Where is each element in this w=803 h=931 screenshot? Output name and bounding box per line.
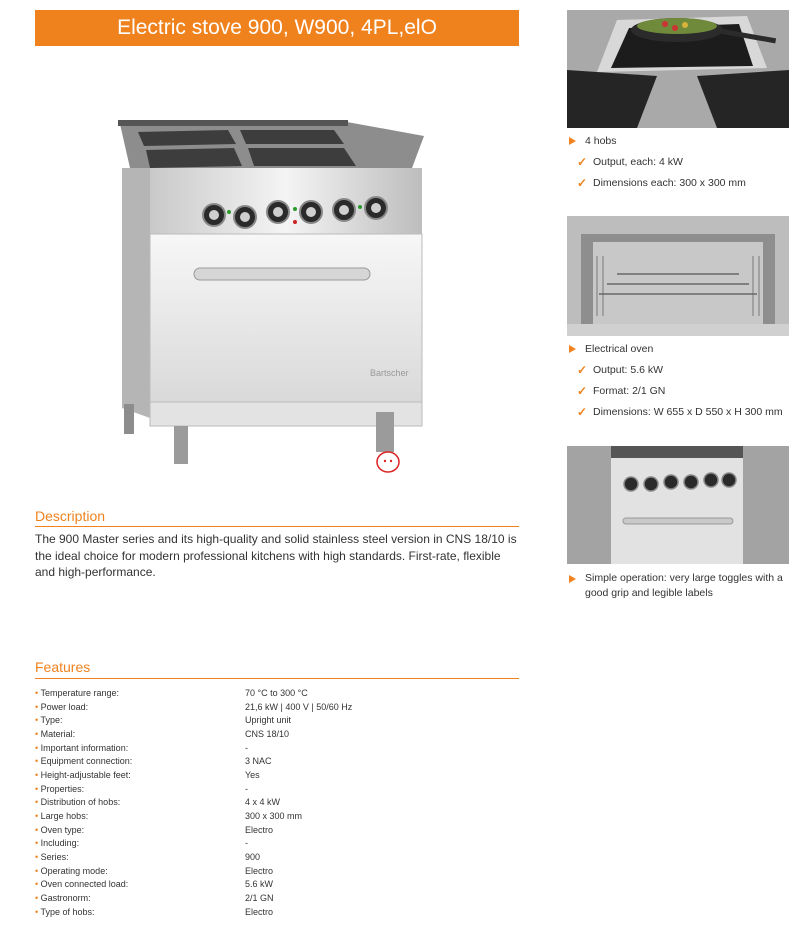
feature-value: 4 x 4 kW: [245, 797, 281, 808]
feature-label: • Type of hobs:: [35, 906, 245, 920]
feature-value: Upright unit: [245, 715, 292, 726]
feature-value: -: [245, 838, 248, 849]
feature-value: 300 x 300 mm: [245, 810, 303, 821]
feature-value: Electro: [245, 865, 274, 876]
feature-row: [35, 824, 435, 838]
features-divider: [35, 678, 519, 679]
feature-value: 21,6 kW | 400 V | 50/60 Hz: [245, 701, 353, 712]
hobs-photo: [567, 10, 789, 128]
feature-row: [35, 755, 435, 769]
feature-label: • Temperature range:: [35, 687, 245, 701]
oven-item: ✓ Output: 5.6 kW: [567, 360, 789, 381]
feature-label: • Type:: [35, 714, 245, 728]
hobs-item: ✓ Output, each: 4 kW: [567, 152, 789, 173]
brand-logo-text: Bartscher: [370, 368, 409, 378]
feature-row: [35, 865, 435, 879]
operation-heading: Simple operation: very large toggles with a good grip and legible labels: [567, 568, 789, 601]
feature-label: • Properties:: [35, 783, 245, 797]
feature-value: 5.6 kW: [245, 879, 274, 890]
feature-row: [35, 783, 435, 797]
oven-item: ✓ Format: 2/1 GN: [567, 381, 789, 402]
feature-value: Yes: [245, 769, 260, 780]
operation-features: [567, 568, 789, 601]
feature-label: • Including:: [35, 837, 245, 851]
feature-row: [35, 701, 435, 715]
hobs-heading: 4 hobs: [567, 131, 789, 152]
feature-value: 70 °C to 300 °C: [245, 688, 308, 698]
feature-row: [35, 837, 435, 851]
feature-value: 2/1 GN: [245, 892, 274, 903]
oven-photo: [567, 216, 789, 336]
oven-item: ✓ Dimensions: W 655 x D 550 x H 300 mm: [567, 402, 789, 423]
feature-row: [35, 810, 435, 824]
feature-label: • Height-adjustable feet:: [35, 769, 245, 783]
feature-value: -: [245, 742, 248, 753]
feature-row: [35, 878, 435, 892]
feature-value: Electro: [245, 824, 274, 835]
feature-value: -: [245, 783, 248, 794]
feature-label: • Oven type:: [35, 824, 245, 838]
features-list: [35, 687, 435, 919]
feature-value: CNS 18/10: [245, 728, 290, 739]
oven-features: [567, 339, 789, 423]
feature-value: 3 NAC: [245, 756, 272, 767]
feature-row: [35, 796, 435, 810]
product-image: [112, 108, 442, 480]
feature-row: [35, 714, 435, 728]
feature-row: [35, 851, 435, 865]
feature-label: • Oven connected load:: [35, 878, 245, 892]
feature-label: • Important information:: [35, 742, 245, 756]
description-heading: Description: [35, 508, 106, 524]
feature-row: [35, 892, 435, 906]
feature-value: 900: [245, 851, 261, 862]
description-divider: [35, 526, 519, 527]
features-heading: Features: [35, 659, 91, 675]
feature-label: • Equipment connection:: [35, 755, 245, 769]
feature-row: [35, 728, 435, 742]
feature-label: • Material:: [35, 728, 245, 742]
hobs-features: [567, 131, 789, 194]
feature-row: [35, 742, 435, 756]
feature-row: [35, 687, 435, 701]
feature-label: • Series:: [35, 851, 245, 865]
description-text: The 900 Master series and its high-quality and solid stainless steel version in CNS 18/10 is the ideal choice for modern professional kitchens with high standards. First-rate, flexible and high-performance.: [35, 532, 517, 579]
controls-photo: [567, 446, 789, 564]
hobs-item: ✓ Dimensions each: 300 x 300 mm: [567, 173, 789, 194]
feature-label: • Distribution of hobs:: [35, 796, 245, 810]
oven-heading: Electrical oven: [567, 339, 789, 360]
feature-label: • Operating mode:: [35, 865, 245, 879]
feature-label: • Power load:: [35, 701, 245, 715]
feature-row: [35, 769, 435, 783]
feature-value: Electro: [245, 906, 274, 917]
page-title: Electric stove 900, W900, 4PL,elO: [35, 10, 519, 46]
feature-row: [35, 906, 435, 920]
feature-label: • Gastronorm:: [35, 892, 245, 906]
feature-label: • Large hobs:: [35, 810, 245, 824]
